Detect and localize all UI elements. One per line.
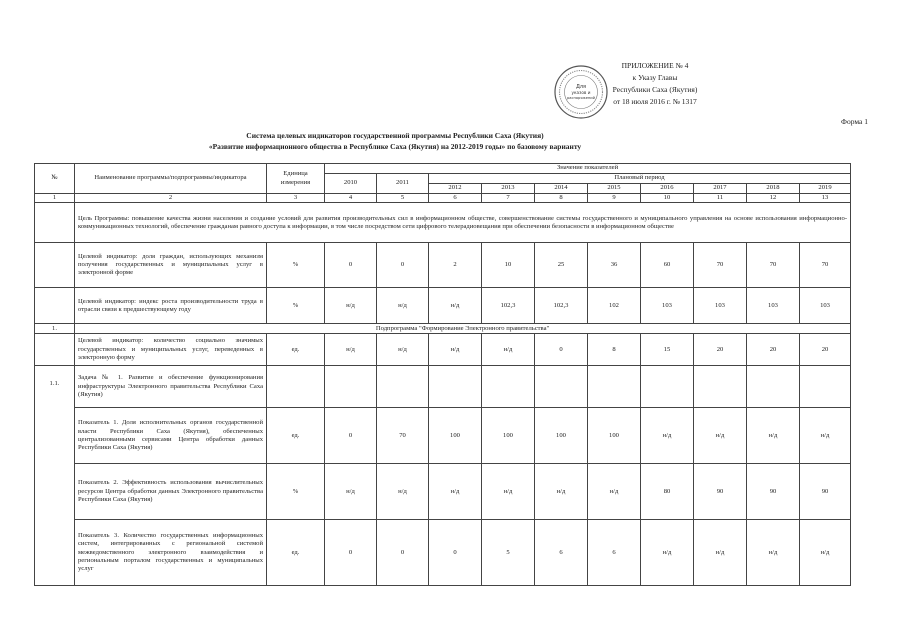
indicator-value: н/д xyxy=(377,334,429,366)
indicator-value: н/д xyxy=(325,334,377,366)
indicator-value: н/д xyxy=(800,408,851,464)
indicator-value: 0 xyxy=(325,408,377,464)
indicator-value: 70 xyxy=(694,243,747,288)
indicator-value: 6 xyxy=(535,520,588,586)
indicator-value: н/д xyxy=(747,408,800,464)
indicator-value: 0 xyxy=(535,334,588,366)
indicator-value: 103 xyxy=(641,288,694,324)
indicator-value: н/д xyxy=(325,288,377,324)
indicator-unit: ед. xyxy=(267,520,325,586)
indicator-unit: % xyxy=(267,288,325,324)
svg-text:распоряжений: распоряжений xyxy=(567,96,595,100)
indicator-value: 102 xyxy=(588,288,641,324)
indicator-value: 6 xyxy=(588,520,641,586)
indicator-value: 0 xyxy=(325,243,377,288)
table-row xyxy=(35,464,851,520)
indicator-value: н/д xyxy=(747,520,800,586)
empty-cell xyxy=(429,366,482,408)
document-title xyxy=(150,130,640,152)
indicator-value: н/д xyxy=(429,464,482,520)
indicator-value: 0 xyxy=(325,520,377,586)
table-row xyxy=(35,520,851,586)
indicator-value: 70 xyxy=(377,408,429,464)
header-unit: Единица измерения xyxy=(267,164,325,194)
indicator-value: 80 xyxy=(641,464,694,520)
header-no: № xyxy=(35,164,75,194)
empty-cell xyxy=(588,366,641,408)
header-year: 2013 xyxy=(482,184,535,194)
indicator-value: н/д xyxy=(694,408,747,464)
column-number: 9 xyxy=(588,194,641,203)
indicator-value: 2 xyxy=(429,243,482,288)
table-row xyxy=(35,288,851,324)
column-number: 12 xyxy=(747,194,800,203)
appendix-date: от 18 июля 2016 г. № 1317 xyxy=(613,97,697,106)
empty-cell xyxy=(377,366,429,408)
column-number: 3 xyxy=(267,194,325,203)
indicator-unit: ед. xyxy=(267,408,325,464)
header-year: 2018 xyxy=(747,184,800,194)
indicator-value: 102,3 xyxy=(482,288,535,324)
indicator-name: Показатель 3. Количество государственных информационных систем, интегрированных с региональной системой межведомственного электронного взаимодействия и региональным порталом государственных и муниципальных услуг xyxy=(75,520,267,586)
title-line-2: «Развитие информационного общества в Республике Саха (Якутия) на 2012-2019 годы» по базовому варианту xyxy=(208,142,582,151)
indicator-value: н/д xyxy=(641,408,694,464)
indicator-name: Целевой индикатор: количество социально значимых государственных и муниципальных услуг, переведенных в электронную форму xyxy=(75,334,267,366)
indicator-value: 0 xyxy=(377,243,429,288)
indicator-value: 10 xyxy=(482,243,535,288)
indicators-table xyxy=(34,163,851,586)
indicator-value: 20 xyxy=(747,334,800,366)
indicator-value: 100 xyxy=(588,408,641,464)
indicator-unit: % xyxy=(267,243,325,288)
indicator-value: н/д xyxy=(377,464,429,520)
indicator-value: 100 xyxy=(429,408,482,464)
indicator-value: 20 xyxy=(694,334,747,366)
table-row xyxy=(35,334,851,366)
svg-text:Для: Для xyxy=(575,84,587,90)
empty-cell xyxy=(482,366,535,408)
header-year: 2014 xyxy=(535,184,588,194)
indicator-value: 102,3 xyxy=(535,288,588,324)
indicator-value: н/д xyxy=(482,334,535,366)
indicator-value: 103 xyxy=(747,288,800,324)
subprogram-no: 1. xyxy=(35,324,75,334)
column-number: 11 xyxy=(694,194,747,203)
indicator-value: 15 xyxy=(641,334,694,366)
indicator-unit: ед. xyxy=(267,334,325,366)
indicator-name: Показатель 1. Доля исполнительных органов государственной власти Республики Саха (Якутия), обеспеченных централизованными сервисами Центра обработки данных Республики Саха (Якутия) xyxy=(75,408,267,464)
header-year: 2012 xyxy=(429,184,482,194)
indicator-value: н/д xyxy=(325,464,377,520)
empty-cell xyxy=(267,366,325,408)
row-no-cell xyxy=(35,288,75,324)
empty-cell xyxy=(325,366,377,408)
task-name: Задача № 1. Развитие и обеспечение функционирования инфраструктуры Электронного правительства Республики Саха (Якутия) xyxy=(75,366,267,408)
indicator-value: 8 xyxy=(588,334,641,366)
column-number: 6 xyxy=(429,194,482,203)
header-name: Наименование программы/подпрограммы/индикатора xyxy=(75,164,267,194)
form-label: Форма 1 xyxy=(841,117,868,126)
task-no: 1.1. xyxy=(35,366,75,586)
goal-no-cell xyxy=(35,203,75,243)
empty-cell xyxy=(800,366,851,408)
indicator-value: 103 xyxy=(694,288,747,324)
indicator-value: н/д xyxy=(429,288,482,324)
indicator-value: н/д xyxy=(377,288,429,324)
indicator-value: 70 xyxy=(800,243,851,288)
empty-cell xyxy=(747,366,800,408)
header-year: 2015 xyxy=(588,184,641,194)
indicator-value: 100 xyxy=(482,408,535,464)
appendix-header xyxy=(600,60,710,108)
indicator-name: Показатель 2. Эффективность использования вычислительных ресурсов Центра обработки данных Электронного правительства Республики Саха (Якутия) xyxy=(75,464,267,520)
indicator-unit: % xyxy=(267,464,325,520)
indicator-value: 20 xyxy=(800,334,851,366)
header-row-1 xyxy=(35,164,851,174)
goal-row xyxy=(35,203,851,243)
column-number: 2 xyxy=(75,194,267,203)
header-year: 2016 xyxy=(641,184,694,194)
indicator-value: 90 xyxy=(694,464,747,520)
indicator-value: 60 xyxy=(641,243,694,288)
title-line-1: Система целевых индикаторов государственной программы Республики Саха (Якутия) xyxy=(246,131,544,140)
indicator-value: н/д xyxy=(694,520,747,586)
indicator-value: 36 xyxy=(588,243,641,288)
subprogram-title: Подпрограмма "Формирование Электронного правительства" xyxy=(75,324,851,334)
empty-cell xyxy=(641,366,694,408)
column-number: 8 xyxy=(535,194,588,203)
column-number-row xyxy=(35,194,851,203)
indicator-value: 25 xyxy=(535,243,588,288)
empty-cell xyxy=(694,366,747,408)
indicator-value: 5 xyxy=(482,520,535,586)
header-values: Значение показателей xyxy=(325,164,851,174)
indicator-value: 0 xyxy=(377,520,429,586)
indicator-value: 0 xyxy=(429,520,482,586)
empty-cell xyxy=(535,366,588,408)
indicator-value: н/д xyxy=(482,464,535,520)
table-row xyxy=(35,243,851,288)
svg-text:указов и: указов и xyxy=(571,90,591,95)
task-row xyxy=(35,366,851,408)
indicator-name: Целевой индикатор: индекс роста производительности труда в отрасли связи к предшествующему году xyxy=(75,288,267,324)
indicator-value: 90 xyxy=(747,464,800,520)
column-number: 10 xyxy=(641,194,694,203)
indicator-value: н/д xyxy=(535,464,588,520)
column-number: 4 xyxy=(325,194,377,203)
header-year: 2019 xyxy=(800,184,851,194)
indicator-value: н/д xyxy=(641,520,694,586)
indicator-name: Целевой индикатор: доля граждан, использующих механизм получения государственных и муниципальных услуг в электронной форме xyxy=(75,243,267,288)
appendix-republic: Республики Саха (Якутия) xyxy=(612,85,698,94)
indicator-value: н/д xyxy=(800,520,851,586)
column-number: 7 xyxy=(482,194,535,203)
header-year: 2010 xyxy=(325,174,377,194)
header-year: 2017 xyxy=(694,184,747,194)
indicator-value: 70 xyxy=(747,243,800,288)
program-goal-text: Цель Программы: повышение качества жизни населения и создание условий для развития производительных сил в информационном обществе, совершенствование системы государственного и муниципального управления на основе использования информационно-коммуникационных технологий, обеспечение гражданам равного доступа к информации, в том числе посредством сети цифрового телерадиовещания при обеспечении безопасности в информационном обществе xyxy=(75,203,851,243)
column-number: 5 xyxy=(377,194,429,203)
header-year: 2011 xyxy=(377,174,429,194)
subprogram-row xyxy=(35,324,851,334)
table-row xyxy=(35,408,851,464)
indicator-value: н/д xyxy=(429,334,482,366)
column-number: 1 xyxy=(35,194,75,203)
indicator-value: 100 xyxy=(535,408,588,464)
column-number: 13 xyxy=(800,194,851,203)
indicator-value: 103 xyxy=(800,288,851,324)
indicator-value: 90 xyxy=(800,464,851,520)
appendix-number: ПРИЛОЖЕНИЕ № 4 xyxy=(621,61,689,70)
row-no-cell xyxy=(35,334,75,366)
row-no-cell xyxy=(35,243,75,288)
indicator-value: н/д xyxy=(588,464,641,520)
header-planned-period: Плановый период xyxy=(429,174,851,184)
appendix-decree: к Указу Главы xyxy=(632,73,678,82)
